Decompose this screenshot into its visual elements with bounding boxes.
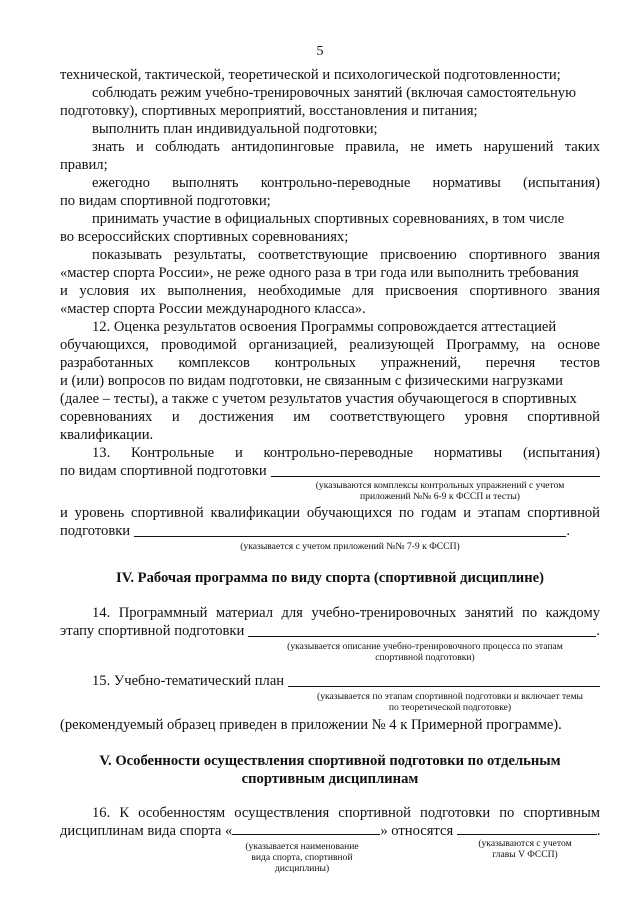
footnote: главы V ФССП): [492, 849, 558, 860]
fill-blank[interactable]: [232, 823, 380, 835]
footnote: (указываются с учетом: [478, 838, 572, 849]
text-line: во всероссийских спортивных соревнованиях;: [60, 229, 349, 245]
text-line: этапу спортивной подготовки: [60, 623, 245, 639]
text-line: подготовку), спортивных мероприятий, восстановления и питания;: [60, 103, 478, 119]
section-heading-5-cont: спортивным дисциплинам: [241, 771, 419, 787]
text-line: 16. К особенностям осуществления спортивной подготовки по спортивным: [92, 805, 600, 821]
text-line: «мастер спорта России международного класса».: [60, 301, 366, 317]
text-line: соревнованиях и достижения им соответствующего уровня спортивной: [60, 409, 600, 425]
fill-blank[interactable]: [134, 536, 566, 537]
fill-blank[interactable]: [271, 476, 600, 477]
text-line: 14. Программный материал для учебно-тренировочных занятий по каждому: [92, 605, 600, 621]
fill-blank[interactable]: [457, 823, 597, 835]
footnote: приложений №№ 6-9 к ФССП и тесты): [360, 491, 520, 502]
text-line: » относятся: [380, 823, 454, 839]
text-line: квалификации.: [60, 427, 154, 443]
footnote: (указывается по этапам спортивной подготовки и включает темы: [317, 691, 583, 702]
blank-line-13b: [60, 523, 570, 540]
text-line: разработанных комплексов контрольных упражнений, перечня тестов: [60, 355, 600, 371]
section-heading-4: IV. Рабочая программа по виду спорта (спортивной дисциплине): [116, 570, 544, 586]
text-line: «мастер спорта России», не реже одного раза в три года или выполнить требования: [60, 265, 579, 281]
footnote: (указываются комплексы контрольных упражнений с учетом: [315, 480, 565, 491]
blank-line-14: [60, 623, 600, 640]
text-line: соблюдать режим учебно-тренировочных занятий (включая самостоятельную: [92, 85, 576, 101]
text-line: обучающихся, проводимой организацией, реализующей Программу, на основе: [60, 337, 600, 353]
fill-blank[interactable]: [288, 686, 600, 687]
period: .: [566, 523, 570, 539]
text-line: 13. Контрольные и контрольно-переводные нормативы (испытания): [92, 445, 600, 461]
text-line: правил;: [60, 157, 108, 173]
page-number: 5: [316, 44, 324, 59]
footnote: по теоретической подготовке): [388, 702, 512, 713]
text-line: (рекомендуемый образец приведен в приложении № 4 к Примерной программе).: [60, 717, 562, 733]
text-line: дисциплинам вида спорта «: [60, 823, 233, 839]
text-line: 12. Оценка результатов освоения Программы сопровождается аттестацией: [92, 319, 557, 335]
text-line: по видам спортивной подготовки;: [60, 193, 271, 209]
fill-blank[interactable]: [248, 636, 596, 637]
text-line: знать и соблюдать антидопинговые правила, не иметь нарушений таких: [92, 139, 600, 155]
section-heading-5: V. Особенности осуществления спортивной подготовки по отдельным: [99, 753, 561, 769]
footnote: (указывается описание учебно-тренировочного процесса по этапам: [287, 641, 563, 652]
period: .: [596, 623, 600, 639]
blank-line-13: [60, 463, 600, 480]
text-line: и (или) вопросов по видам подготовки, не связанным с физическими нагрузками: [60, 373, 563, 389]
footnote: вида спорта, спортивной: [251, 852, 353, 863]
footnote: (указывается с учетом приложений №№ 7-9 к ФССП): [240, 541, 460, 552]
text-line: показывать результаты, соответствующие присвоению спортивного звания: [92, 247, 600, 263]
text-line: подготовки: [60, 523, 131, 539]
text-line: и уровень спортивной квалификации обучающихся по годам и этапам спортивной: [60, 505, 600, 521]
footnote: дисциплины): [274, 863, 330, 874]
text-line: ежегодно выполнять контрольно-переводные нормативы (испытания): [92, 175, 600, 191]
text-line: по видам спортивной подготовки: [60, 463, 267, 479]
text-line: и условия их выполнения, необходимые для присвоения спортивного звания: [60, 283, 600, 299]
text-line: принимать участие в официальных спортивных соревнованиях, в том числе: [92, 211, 565, 227]
footnote: (указывается наименование: [245, 841, 359, 852]
blank-line-15: [92, 673, 600, 690]
footnote: спортивной подготовки): [375, 652, 475, 663]
period: .: [596, 823, 601, 839]
text-line: технической, тактической, теоретической и психологической подготовленности;: [60, 67, 561, 83]
text-line: (далее – тесты), а также с учетом результатов участия обучающегося в спортивных: [60, 391, 577, 407]
text-line: выполнить план индивидуальной подготовки;: [92, 121, 378, 137]
text-line: 15. Учебно-тематический план: [92, 673, 285, 689]
